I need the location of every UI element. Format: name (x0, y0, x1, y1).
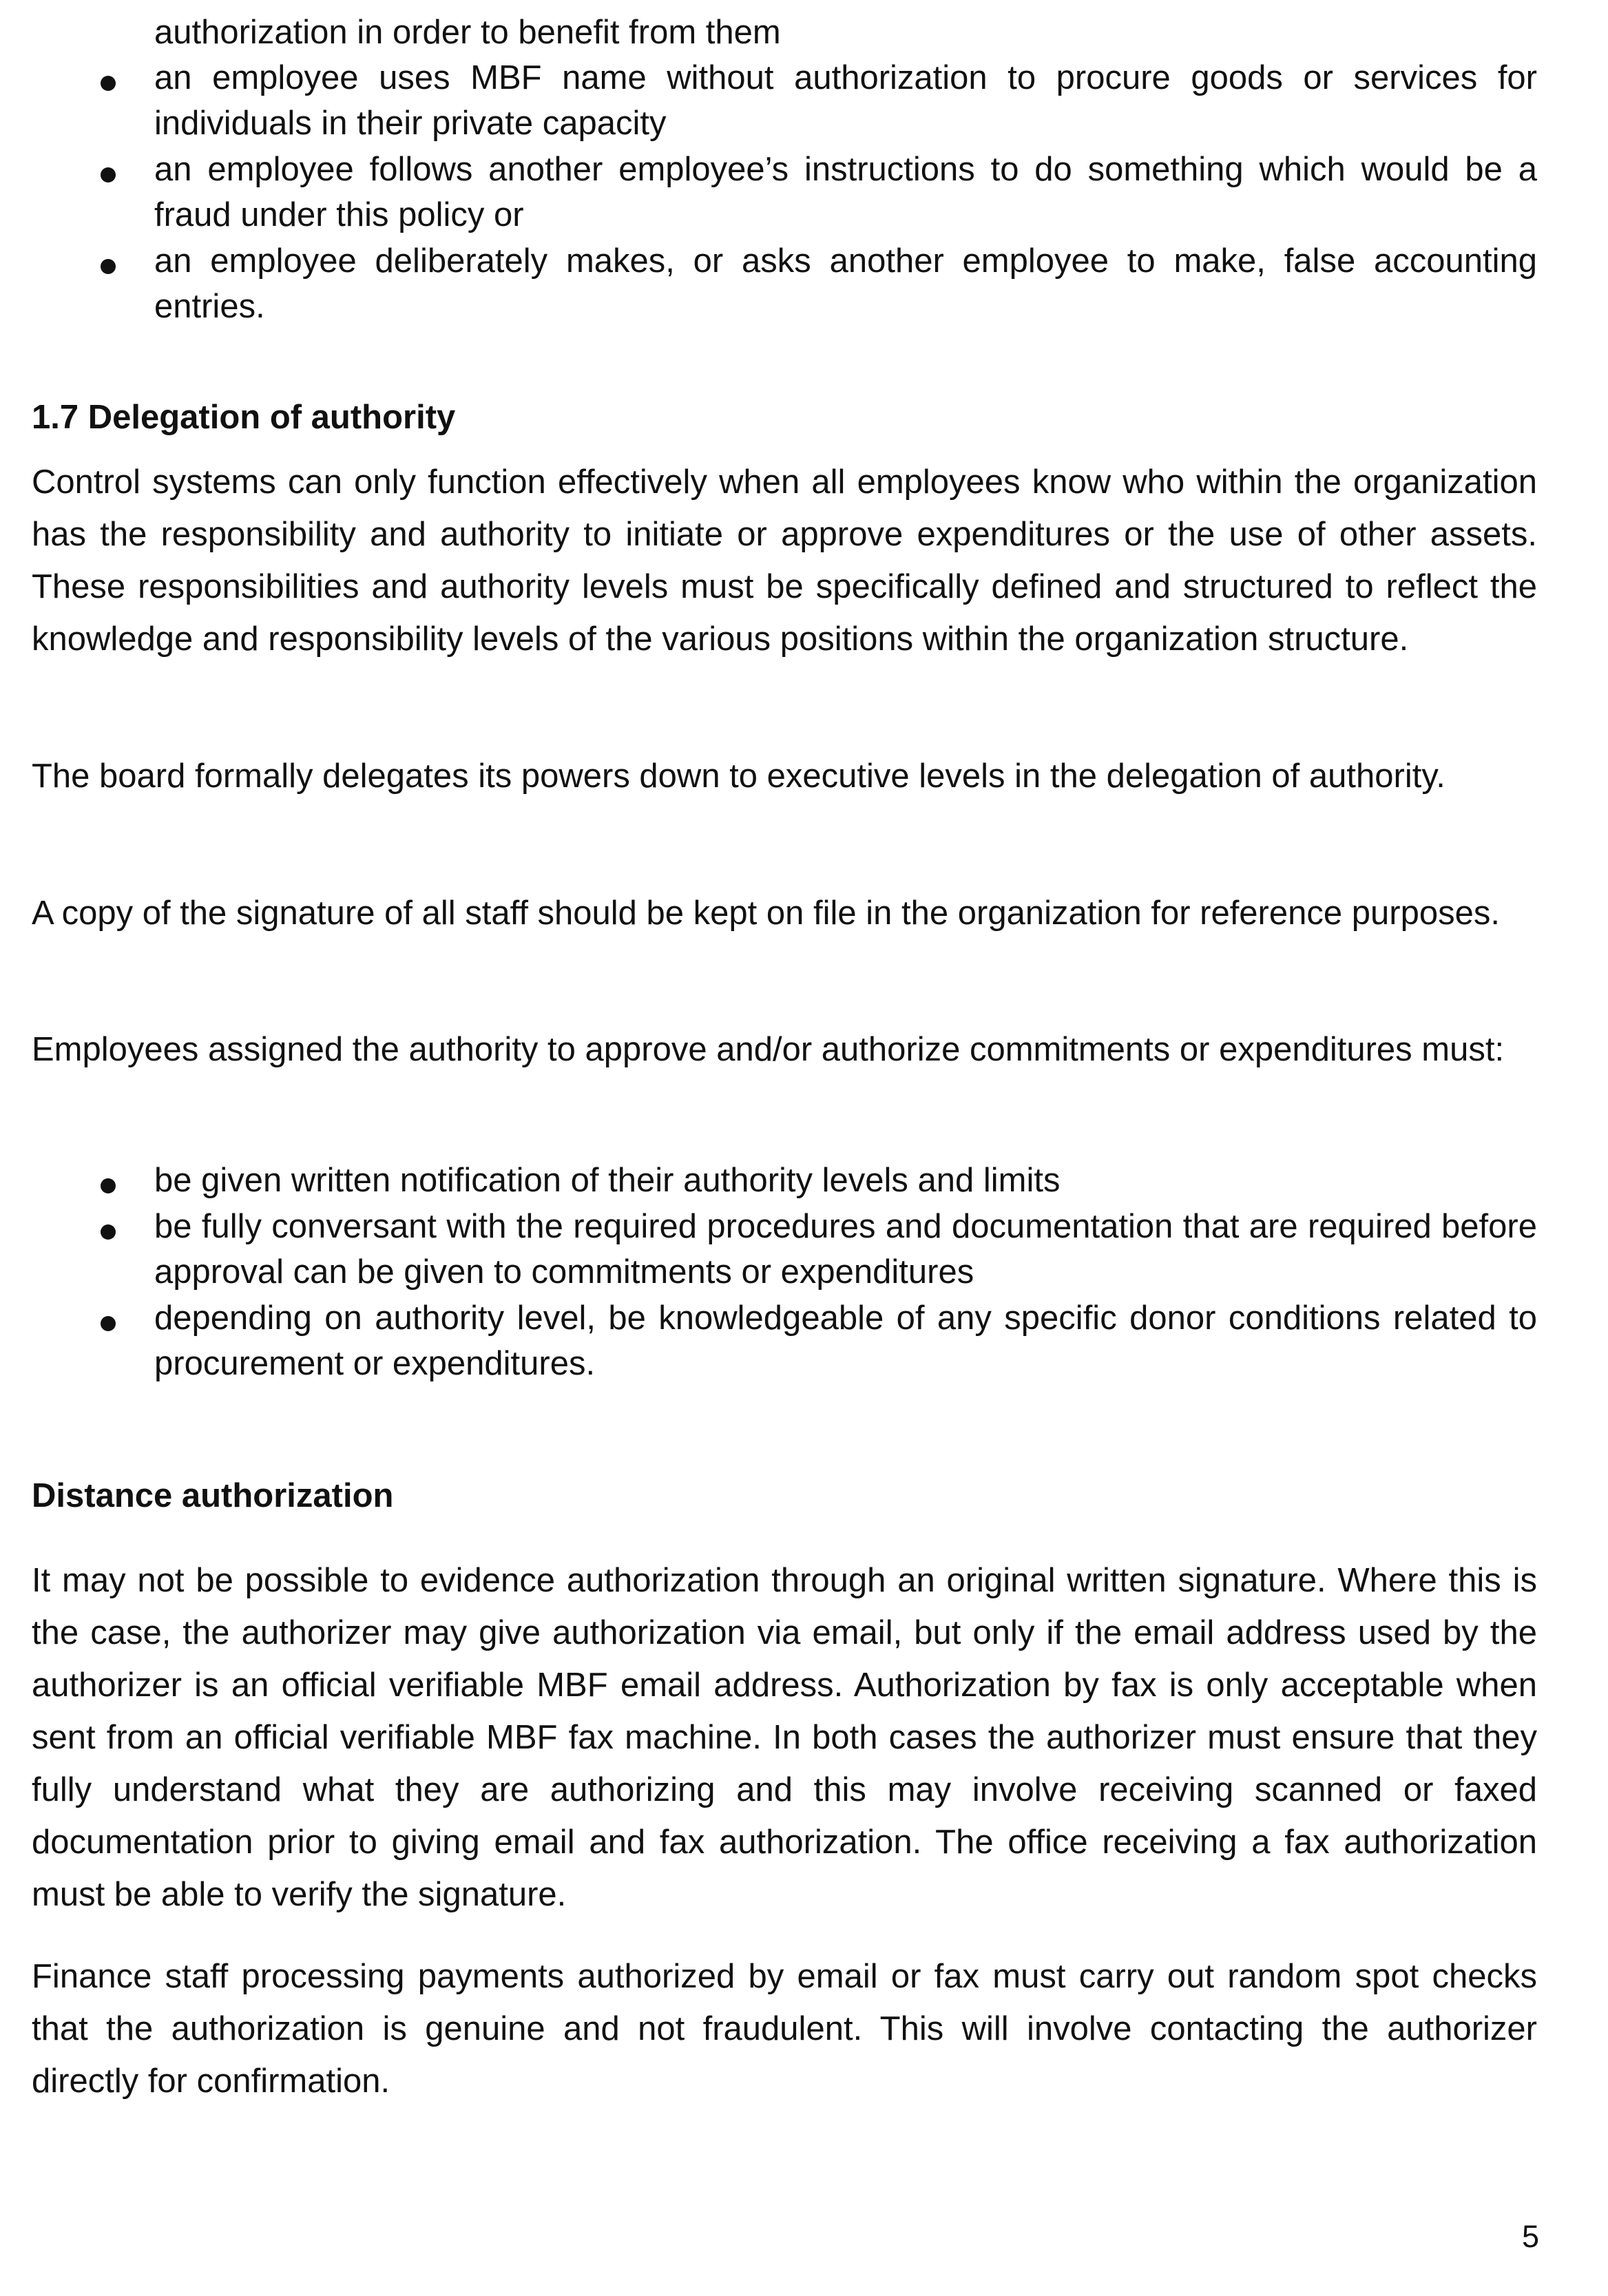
paragraph: The board formally delegates its powers down to executive levels in the delegation of authority. (32, 758, 1445, 795)
paragraph: Finance staff processing payments authorized by email or fax must carry out random spot checks that the authorization is genuine and not fraudulent. This will involve contacting the authorizer directly for confirmation. (32, 1958, 1537, 2100)
bullet-dot (101, 259, 116, 274)
bullet-dot (101, 1178, 116, 1193)
bullet-item: an employee follows another employee’s instructions to do something which would be a fraud under this policy or (154, 151, 1537, 233)
bullet-dot (101, 76, 116, 91)
paragraph: Employees assigned the authority to approve and/or authorize commitments or expenditures must: (32, 1031, 1505, 1068)
bullet-dot (101, 167, 116, 182)
bullet-item: be fully conversant with the required procedures and documentation that are required before approval can be given to commitments or expenditures (154, 1208, 1537, 1291)
bullet-dot (101, 1316, 116, 1331)
bullet-item: depending on authority level, be knowledgeable of any specific donor conditions related to procurement or expenditures. (154, 1300, 1537, 1382)
bullet-item: be given written notification of their authority levels and limits (154, 1162, 1061, 1199)
section-heading: 1.7 Delegation of authority (32, 399, 456, 436)
bullet-item: an employee uses MBF name without authorization to procure goods or services for individuals in their private capacity (154, 59, 1537, 142)
paragraph: It may not be possible to evidence authorization through an original written signature. Where this is the case, the authorizer may give authorization via email, but only if the email address used by the authorizer is an official verifiable MBF email address. Authorization by fax is only acceptable when sent from an official verifiable MBF fax machine. In both cases the authorizer must ensure that they fully understand what they are authorizing and this may involve receiving scanned or faxed documentation prior to giving email and fax authorization. The office receiving a fax authorization must be able to verify the signature. (32, 1562, 1537, 1913)
bullet-item: an employee deliberately makes, or asks another employee to make, false accounting entries. (154, 242, 1537, 325)
bullet-dot (101, 1224, 116, 1240)
section-heading: Distance authorization (32, 1477, 394, 1514)
paragraph: Control systems can only function effectively when all employees know who within the organization has the responsibility and authority to initiate or approve expenditures or the use of other assets. These responsibilities and authority levels must be specifically defined and structured to reflect the knowledge and responsibility levels of the various positions within the organization structure. (32, 463, 1537, 658)
paragraph: A copy of the signature of all staff should be kept on file in the organization for reference purposes. (32, 895, 1500, 932)
bullet-continuation-text: authorization in order to benefit from them (154, 14, 781, 51)
page-number: 5 (1522, 2219, 1540, 2254)
